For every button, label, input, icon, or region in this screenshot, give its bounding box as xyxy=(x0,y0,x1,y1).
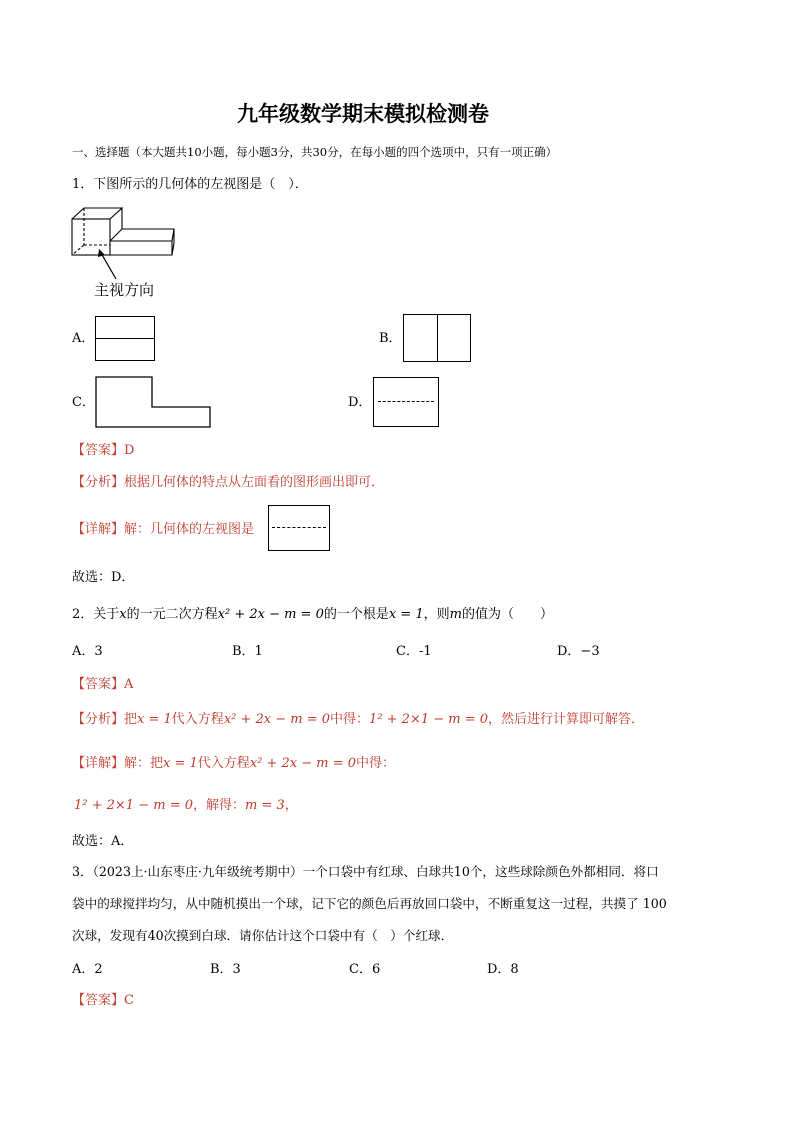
q2-detail-pre: 解：把 xyxy=(124,756,164,771)
q1-analysis-text: 根据几何体的特点从左面看的图形画出即可． xyxy=(124,475,385,490)
q2-stem xyxy=(72,608,553,621)
q1-option-b-label: B． xyxy=(379,331,402,346)
q2-analysis-pre: 把 xyxy=(124,712,138,727)
q1-direction-label: 主视方向 xyxy=(94,281,155,299)
detail-tag: 【详解】 xyxy=(72,522,125,537)
analysis-tag: 【分析】 xyxy=(72,712,125,727)
q3-option-c: C．6 xyxy=(349,962,381,977)
q3-option-d: D．8 xyxy=(487,962,519,977)
q2-detail-root: x = 1 xyxy=(163,756,198,771)
q2-root: x = 1 xyxy=(388,607,424,622)
q2-conclusion: 故选：A． xyxy=(72,834,134,849)
q1-stem: 1．下图所示的几何体的左视图是（ ）． xyxy=(72,177,308,192)
page-title: 九年级数学期末模拟检测卷 xyxy=(237,102,489,126)
q2-option-c: C．-1 xyxy=(396,644,432,659)
q2-stem-mid2: 的一个根是 xyxy=(323,607,389,622)
q3-answer xyxy=(72,994,134,1007)
q1-detail-figure xyxy=(268,505,330,551)
answer-tag: 【答案】 xyxy=(72,443,125,458)
q1-option-b-figure xyxy=(403,314,471,362)
q2-analysis-eq: 1² + 2×1 − m = 0 xyxy=(369,712,489,727)
q2-analysis xyxy=(72,713,644,726)
q1-option-d-label: D． xyxy=(348,395,372,410)
q3-stem-line1: 3．（2023上·山东枣庄·九年级统考期中）一个口袋中有红球、白球共10个，这些球除颜色外都相同．将口 xyxy=(72,864,659,879)
q1-solid-figure xyxy=(70,205,180,285)
q2-detail xyxy=(72,757,395,770)
section-header: 一、选择题（本大题共10小题，每小题3分，共30分，在每小题的四个选项中，只有一项正确） xyxy=(72,145,558,159)
analysis-tag: 【分析】 xyxy=(72,475,125,490)
q2-detail-mid2: 中得： xyxy=(356,756,396,771)
q2-answer xyxy=(72,678,133,691)
q2-analysis-mid2: 中得： xyxy=(330,712,370,727)
q1-answer-value: D xyxy=(124,443,135,458)
q2-stem-mid1: 的一元二次方程 xyxy=(126,607,218,622)
q1-detail xyxy=(72,523,254,536)
q1-conclusion: 故选：D． xyxy=(72,570,135,585)
q2-analysis-mid: 代入方程 xyxy=(171,712,224,727)
q2-analysis-root: x = 1 xyxy=(137,712,172,727)
q2-option-b: B．1 xyxy=(232,644,263,659)
detail-tag: 【详解】 xyxy=(72,756,125,771)
q2-stem-mid3: ，则 xyxy=(423,607,450,622)
q3-option-b: B．3 xyxy=(210,962,241,977)
q1-option-c-label: C． xyxy=(72,395,95,410)
q2-option-d: D．−3 xyxy=(557,644,600,659)
q2-option-a: A．3 xyxy=(72,644,103,659)
q3-answer-value: C xyxy=(124,993,134,1008)
q2-equation: x² + 2x − m = 0 xyxy=(217,607,324,622)
q1-detail-text: 解：几何体的左视图是 xyxy=(124,522,255,537)
q1-option-a-label: A． xyxy=(72,331,95,346)
q2-stem-end: 的值为（ ） xyxy=(461,607,553,622)
q2-var-m: m xyxy=(449,607,462,622)
q1-answer xyxy=(72,444,134,457)
q2-answer-value: A xyxy=(124,677,134,692)
q2-var-x: x xyxy=(119,607,127,622)
q2-step-end: ， xyxy=(284,798,298,813)
answer-tag: 【答案】 xyxy=(72,677,125,692)
q2-detail-mid: 代入方程 xyxy=(197,756,250,771)
q2-step-mid: ，解得： xyxy=(193,798,246,813)
q2-stem-pre: 2．关于 xyxy=(72,607,120,622)
q2-step-eq: 1² + 2×1 − m = 0 xyxy=(74,798,193,813)
q3-stem-line3: 次球，发现有40次摸到白球．请你估计这个口袋中有（ ）个红球． xyxy=(72,928,454,943)
q2-detail-step xyxy=(74,799,298,812)
q1-option-c-figure xyxy=(95,376,213,428)
q1-option-d-figure xyxy=(373,377,439,427)
q2-analysis-equation: x² + 2x − m = 0 xyxy=(223,712,331,727)
q2-detail-equation: x² + 2x − m = 0 xyxy=(249,756,357,771)
q2-step-result: m = 3 xyxy=(245,798,285,813)
q1-option-a-figure xyxy=(95,316,155,361)
q3-option-a: A．2 xyxy=(72,962,103,977)
q3-stem-line2: 袋中的球搅拌均匀，从中随机摸出一个球，记下它的颜色后再放回口袋中，不断重复这一过程，共摸了 100 xyxy=(72,896,667,911)
q2-analysis-end: ，然后进行计算即可解答． xyxy=(488,712,645,727)
q1-analysis xyxy=(72,476,384,489)
answer-tag: 【答案】 xyxy=(72,993,125,1008)
